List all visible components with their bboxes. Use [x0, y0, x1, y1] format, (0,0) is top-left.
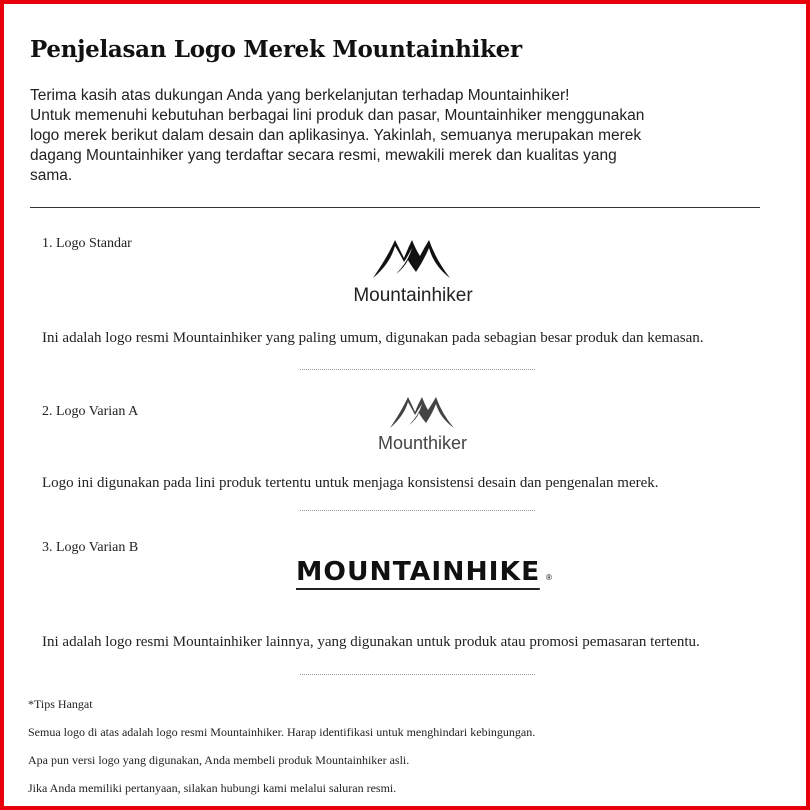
- dotted-divider: [300, 510, 535, 511]
- page-title: Penjelasan Logo Merek Mountainhiker: [30, 36, 522, 63]
- section-description: Ini adalah logo resmi Mountainhiker yang paling umum, digunakan pada sebagian besar produk dan kemasan.: [42, 330, 704, 346]
- tips-line: Jika Anda memiliki pertanyaan, silakan hubungi kami melalui saluran resmi.: [28, 781, 397, 795]
- tips-line: Apa pun versi logo yang digunakan, Anda membeli produk Mountainhiker asli.: [28, 753, 410, 767]
- tips-line: Semua logo di atas adalah logo resmi Mountainhiker. Harap identifikasi untuk menghindari kebingungan.: [28, 725, 536, 739]
- logo-wordmark: MOUNTAINHIKE: [296, 558, 540, 590]
- tips-heading: *Tips Hangat: [28, 697, 93, 711]
- intro-line: Terima kasih atas dukungan Anda yang berkelanjutan terhadap Mountainhiker!: [30, 87, 570, 104]
- intro-line: sama.: [30, 167, 73, 184]
- logo-variant-a: [360, 394, 485, 454]
- logo-wordmark: Mounthiker: [377, 433, 468, 453]
- dotted-divider: [300, 369, 535, 370]
- intro-line: logo merek berikut dalam desain dan aplikasinya. Yakinlah, semuanya merupakan merek: [30, 127, 642, 144]
- intro-line: Untuk memenuhi kebutuhan berbagai lini produk dan pasar, Mountainhiker menggunakan: [30, 107, 645, 124]
- mountain-icon: [338, 236, 488, 278]
- logo-variant-b: [296, 558, 561, 590]
- mountain-icon: [360, 394, 485, 428]
- section-label: 3. Logo Varian B: [42, 540, 139, 555]
- section-description: Ini adalah logo resmi Mountainhiker lainnya, yang digunakan untuk produk atau promosi pemasaran tertentu.: [42, 634, 700, 650]
- logo-standard: [338, 236, 488, 307]
- divider: [30, 207, 760, 208]
- dotted-divider: [300, 674, 535, 675]
- registered-mark: ®: [546, 573, 552, 582]
- intro-line: dagang Mountainhiker yang terdaftar secara resmi, mewakili merek dan kualitas yang: [30, 147, 617, 164]
- section-label: 1. Logo Standar: [42, 236, 132, 251]
- section-label: 2. Logo Varian A: [42, 404, 139, 419]
- logo-wordmark: Mountainhiker: [353, 285, 473, 306]
- section-description: Logo ini digunakan pada lini produk tertentu untuk menjaga konsistensi desain dan pengenalan merek.: [42, 475, 659, 491]
- intro-paragraph: [30, 86, 690, 186]
